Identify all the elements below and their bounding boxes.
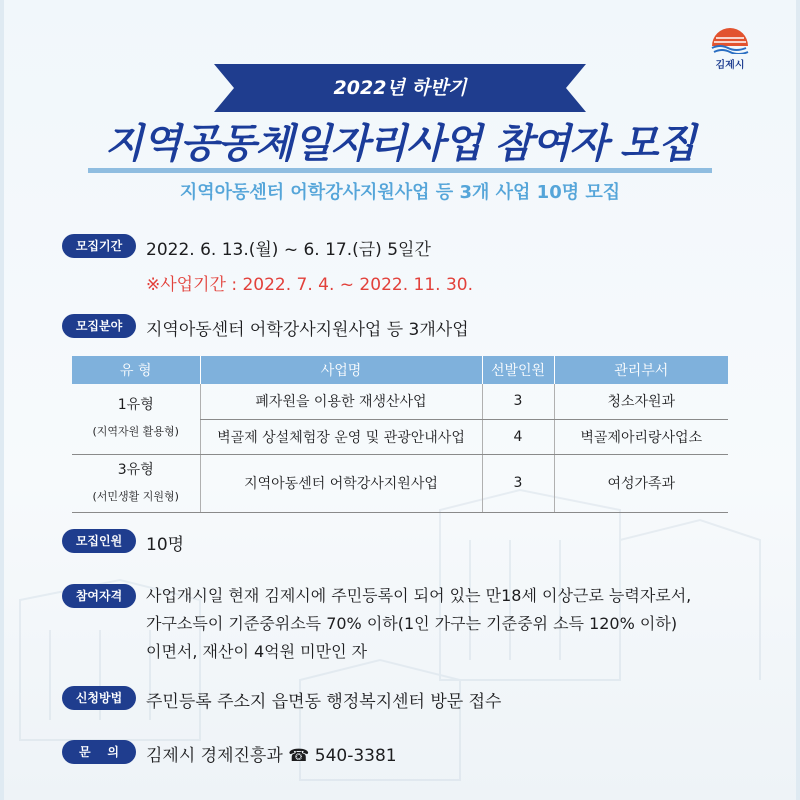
field-value: 지역아동센터 어학강사지원사업 등 3개사업: [146, 320, 469, 340]
type-desc: (서민생활 지원형): [92, 489, 179, 503]
type-desc: (지역자원 활용형): [92, 425, 179, 439]
page-title: 지역공동체일자리사업 참여자 모집: [104, 121, 696, 167]
tag-contact: 문 의: [62, 740, 136, 764]
sun-logo-icon: [710, 24, 750, 54]
qualification-line: 가구소득이 기준중위소득 70% 이하(1인 가구는 기준중위 소득 120% 이하): [146, 614, 678, 633]
table-row: [72, 454, 728, 512]
tag-field: 모집분야: [62, 314, 136, 338]
dept-cell: 벽골제아리랑사업소: [554, 419, 728, 454]
tag-period: 모집기간: [62, 234, 136, 258]
count-cell: 3: [482, 454, 554, 512]
period-value: 2022. 6. 13.(월) ~ 6. 17.(금) 5일간: [146, 240, 431, 260]
contact-value: [146, 741, 397, 766]
project-cell: 벽골제 상설체험장 운영 및 관광안내사업: [200, 419, 482, 454]
count-cell: 3: [482, 384, 554, 419]
tag-method: 신청방법: [62, 686, 136, 710]
project-cell: 폐자원을 이용한 재생산사업: [200, 384, 482, 419]
type-name: 3유형: [117, 461, 154, 478]
table-header-count: 선발인원: [482, 356, 554, 384]
contact-dept: 김제시 경제진흥과: [146, 746, 283, 766]
qualification-line: 사업개시일 현재 김제시에 주민등록이 되어 있는 만18세 이상근로 능력자로서,: [146, 586, 692, 605]
table-header-type: 유 형: [72, 356, 200, 384]
dept-cell: 여성가족과: [554, 454, 728, 512]
table-header-row: [72, 356, 728, 384]
method-value: 주민등록 주소지 읍면동 행정복지센터 방문 접수: [146, 692, 502, 712]
period-label: 2022년 하반기: [333, 77, 467, 99]
logo-text: 김제시: [715, 60, 745, 71]
page-subtitle: 지역아동센터 어학강사지원사업 등 3개 사업 10명 모집: [179, 182, 621, 203]
table-header-project: 사업명: [200, 356, 482, 384]
table-header-dept: 관리부서: [554, 356, 728, 384]
count-cell: 4: [482, 419, 554, 454]
tag-count: 모집인원: [62, 529, 136, 553]
count-value: 10명: [146, 535, 185, 555]
tag-qualification: 참여자격: [62, 584, 136, 608]
recruitment-table: [72, 356, 728, 513]
title-underline: [88, 168, 712, 173]
contact-phone: 540-3381: [314, 746, 397, 766]
table-row: [72, 384, 728, 419]
kimje-city-logo: [702, 24, 758, 80]
project-cell: 지역아동센터 어학강사지원사업: [200, 454, 482, 512]
dept-cell: 청소자원과: [554, 384, 728, 419]
phone-icon: ☎: [288, 746, 310, 766]
qualification-line: 이면서, 재산이 4억원 미만인 자: [146, 642, 368, 661]
type-cell: [72, 384, 200, 454]
type-cell: [72, 454, 200, 512]
business-period-note: ※사업기간 : 2022. 7. 4. ~ 2022. 11. 30.: [146, 275, 473, 295]
type-name: 1유형: [117, 397, 154, 414]
